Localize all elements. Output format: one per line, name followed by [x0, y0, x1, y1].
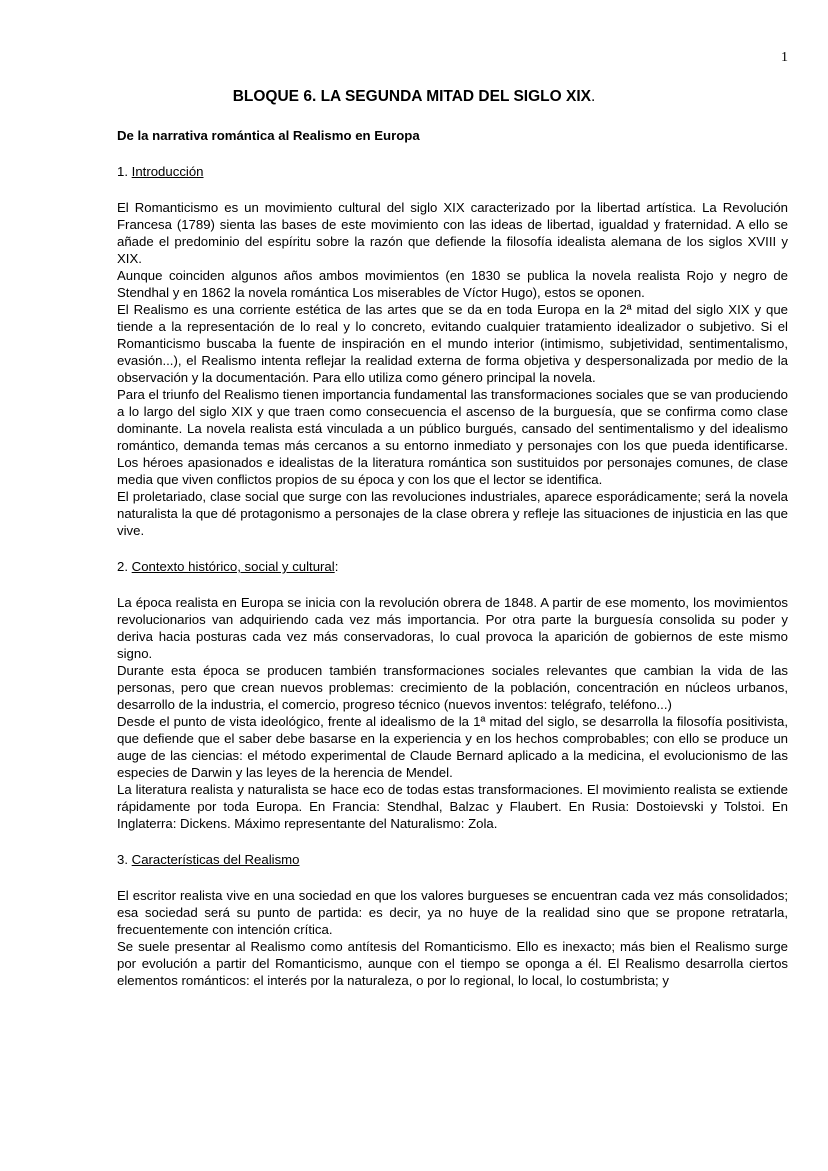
section-number: 3.: [117, 852, 128, 867]
section-number: 1.: [117, 164, 128, 179]
section-title: Contexto histórico, social y cultural: [131, 559, 335, 574]
paragraph: El Realismo es una corriente estética de las artes que se da en toda Europa en la 2ª mitad del siglo XIX y que tiende a la representación de lo real y lo concreto, evitando cualquier tratamiento idealizador o subjetivo. Si el Romanticismo buscaba la fuente de inspiración en el mundo interior (intimismo, subjetividad, sentimentalismo, evasión...), el Realismo intenta reflejar la realidad externa de forma objetiva y despersonalizada por medio de la observación y la documentación. Para ello utiliza como género principal la novela.: [117, 302, 788, 385]
document-subtitle: De la narrativa romántica al Realismo en Europa: [117, 128, 420, 143]
paragraph: La época realista en Europa se inicia con la revolución obrera de 1848. A partir de ese momento, los movimientos revolucionarios van adquiriendo cada vez más importancia. Por otra parte la burguesía consolida su poder y deriva hacia posturas cada vez más conservadoras, lo cual provoca la aparición de gobiernos de este mismo signo.: [117, 595, 788, 661]
section-number: 2.: [117, 559, 128, 574]
section-body-caracteristicas: [117, 887, 788, 989]
section-body-contexto: [117, 594, 788, 832]
paragraph: Durante esta época se producen también transformaciones sociales relevantes que cambian la vida de las personas, pero que crean nuevos problemas: crecimiento de la población, concentración en núcleos urbanos, desarrollo de la industria, el comercio, progreso técnico (nuevos inventos: telégrafo, teléfono...): [117, 663, 788, 712]
paragraph: El escritor realista vive en una sociedad en que los valores burgueses se encuentran cada vez más consolidados; esa sociedad será su punto de partida: es decir, ya no huye de la realidad sino que se propone retratarla, frecuentemente con intención crítica.: [117, 888, 788, 937]
page-number: 1: [781, 50, 788, 65]
paragraph: La literatura realista y naturalista se hace eco de todas estas transformaciones. El movimiento realista se extiende rápidamente por toda Europa. En Francia: Stendhal, Balzac y Flaubert. En Rusia: Dostoievski y Tolstoi. En Inglaterra: Dickens. Máximo representante del Naturalismo: Zola.: [117, 782, 788, 831]
section-title: Características del Realismo: [131, 852, 300, 867]
section-heading-caracteristicas: [117, 851, 788, 868]
paragraph: Aunque coinciden algunos años ambos movimientos (en 1830 se publica la novela realista Rojo y negro de Stendhal y en 1862 la novela romántica Los miserables de Víctor Hugo), estos se oponen.: [117, 268, 788, 300]
section-heading-introduccion: [117, 163, 788, 180]
paragraph: Para el triunfo del Realismo tienen importancia fundamental las transformaciones sociales que se van produciendo a lo largo del siglo XIX y que traen como consecuencia el ascenso de la burguesía, que se confirma como clase dominante. La novela realista está vinculada a un público burgués, cansado del sentimentalismo y del idealismo romántico, demanda temas más cercanos a su entorno inmediato y personajes con los que pueda identificarse. Los héroes apasionados e idealistas de la literatura romántica son sustituidos por personajes comunes, de clase media que viven conflictos propios de su época y con los que el lector se identifica.: [117, 387, 788, 487]
section-heading-contexto: [117, 558, 788, 575]
paragraph: El Romanticismo es un movimiento cultural del siglo XIX caracterizado por la libertad artística. La Revolución Francesa (1789) sienta las bases de este movimiento con las ideas de libertad, igualdad y fraternidad. A ello se añade el predominio del espíritu sobre la razón que defiende la filosofía idealista alemana de los siglos XVIII y XIX.: [117, 200, 788, 266]
section-body-introduccion: [117, 199, 788, 539]
page-title-text: BLOQUE 6. LA SEGUNDA MITAD DEL SIGLO XIX: [232, 88, 591, 105]
section-suffix: :: [334, 559, 339, 574]
document-body: [117, 127, 788, 1008]
section-title: Introducción: [131, 164, 204, 179]
paragraph: El proletariado, clase social que surge con las revoluciones industriales, aparece esporádicamente; será la novela naturalista la que dé protagonismo a personajes de la clase obrera y refleje las situaciones de injusticia en las que vive.: [117, 489, 788, 538]
paragraph: Desde el punto de vista ideológico, frente al idealismo de la 1ª mitad del siglo, se desarrolla la filosofía positivista, que defiende que el saber debe basarse en la experiencia y en los hechos comprobables; con ello se produce un auge de las ciencias: el método experimental de Claude Bernard aplicado a la medicina, el evolucionismo de las especies de Darwin y las leyes de la herencia de Mendel.: [117, 714, 788, 780]
page-title: [0, 88, 828, 106]
paragraph: Se suele presentar al Realismo como antítesis del Romanticismo. Ello es inexacto; más bien el Realismo surge por evolución a partir del Romanticismo, aunque con el tiempo se oponga a él. El Realismo desarrolla ciertos elementos románticos: el interés por la naturaleza, o por lo regional, lo local, lo costumbrista; y: [117, 939, 788, 988]
page-title-trailing: .: [590, 88, 596, 105]
